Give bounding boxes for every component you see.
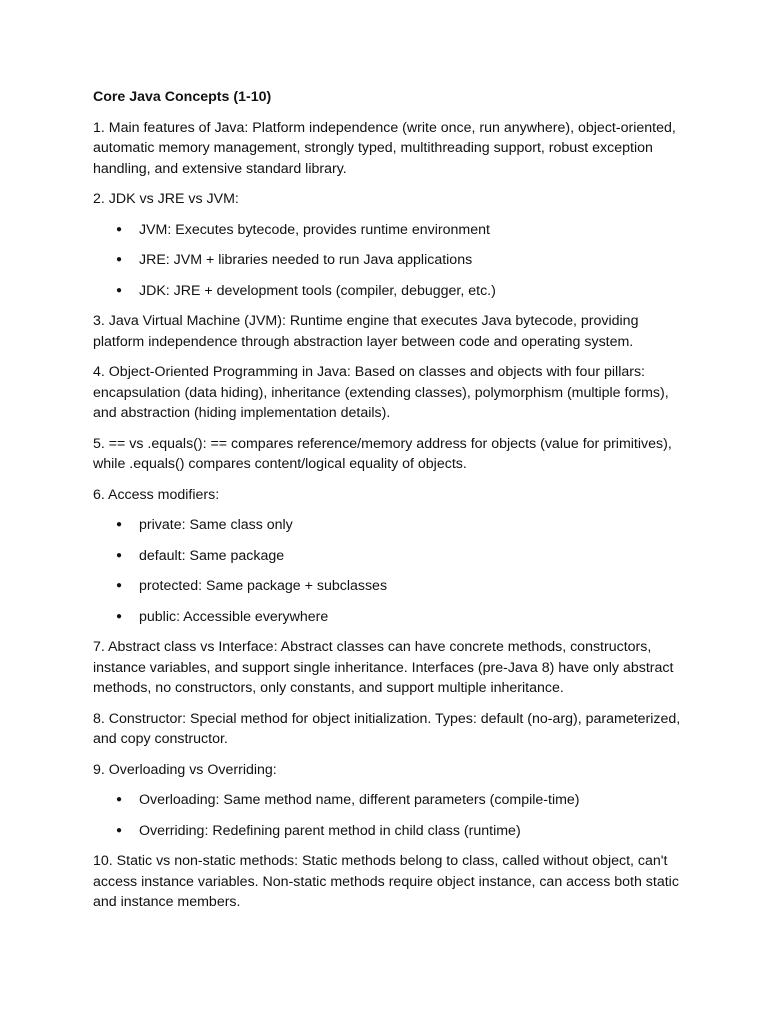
paragraph-q8: 8. Constructor: Special method for object initialization. Types: default (no-arg), parameterized, and copy constructor. (93, 710, 681, 747)
paragraph-q10: 10. Static vs non-static methods: Static methods belong to class, called without object, can't access instance variables. Non-static methods require object instance, can access both static and instance members. (93, 853, 679, 910)
paragraph-q2: 2. JDK vs JRE vs JVM: (93, 191, 239, 207)
list-item: ● JVM: Executes bytecode, provides runtime environment (93, 220, 683, 241)
bullet-dot-icon: ● (116, 824, 123, 836)
bullet-dot-icon: ● (116, 794, 123, 805)
list-item: ● Overloading: Same method name, different parameters (compile-time) (93, 790, 683, 811)
paragraph-q5: 5. == vs .equals(): == compares reference/memory address for objects (value for primitives), while .equals() compares content/logical equality of objects. (93, 435, 672, 472)
bullet-dot-icon: ● (116, 223, 123, 235)
list-item: ● default: Same package (93, 546, 683, 567)
list-item: ● JRE: JVM + libraries needed to run Java applications (93, 250, 683, 271)
list-item: ● private: Same class only (93, 515, 683, 536)
paragraph-q6: 6. Access modifiers: (93, 486, 220, 503)
list-item: ● JDK: JRE + development tools (compiler, debugger, etc.) (93, 281, 683, 302)
paragraph-q3: 3. Java Virtual Machine (JVM): Runtime engine that executes Java bytecode, providing platform independence through abstraction layer between code and operating system. (93, 313, 639, 350)
list-item: ● Overriding: Redefining parent method in child class (runtime) (93, 821, 683, 842)
paragraph-q7: 7. Abstract class vs Interface: Abstract classes can have concrete methods, constructors, instance variables, and support single inheritance. Interfaces (pre-Java 8) have only abstract methods, no constructors, only constants, and support multiple inheritance. (93, 639, 674, 696)
list-item: ● public: Accessible everywhere (93, 607, 683, 628)
bullet-dot-icon: ● (116, 549, 123, 561)
bullet-list-q6 (93, 515, 683, 627)
bullet-dot-icon: ● (116, 254, 123, 265)
bullet-dot-icon: ● (116, 519, 123, 530)
bullet-dot-icon: ● (116, 284, 123, 296)
bullet-dot-icon: ● (116, 610, 123, 622)
document-page (93, 87, 683, 923)
page-title: Core Java Concepts (1-10) (93, 89, 272, 105)
paragraph-q4: 4. Object-Oriented Programming in Java: Based on classes and objects with four pillars: encapsulation (data hiding), inheritance (extending classes), polymorphism (multiple forms), and abstraction (hiding implementation details). (93, 364, 669, 421)
bullet-list-q9 (93, 790, 683, 841)
list-item: ● protected: Same package + subclasses (93, 576, 683, 597)
paragraph-q9: 9. Overloading vs Overriding: (93, 761, 277, 778)
bullet-dot-icon: ● (116, 580, 123, 591)
paragraph-q1: 1. Main features of Java: Platform independence (write once, run anywhere), object-oriented, automatic memory management, strongly typed, multithreading support, robust exception handling, and extensive standard library. (93, 119, 676, 177)
bullet-list-q2 (93, 220, 683, 302)
